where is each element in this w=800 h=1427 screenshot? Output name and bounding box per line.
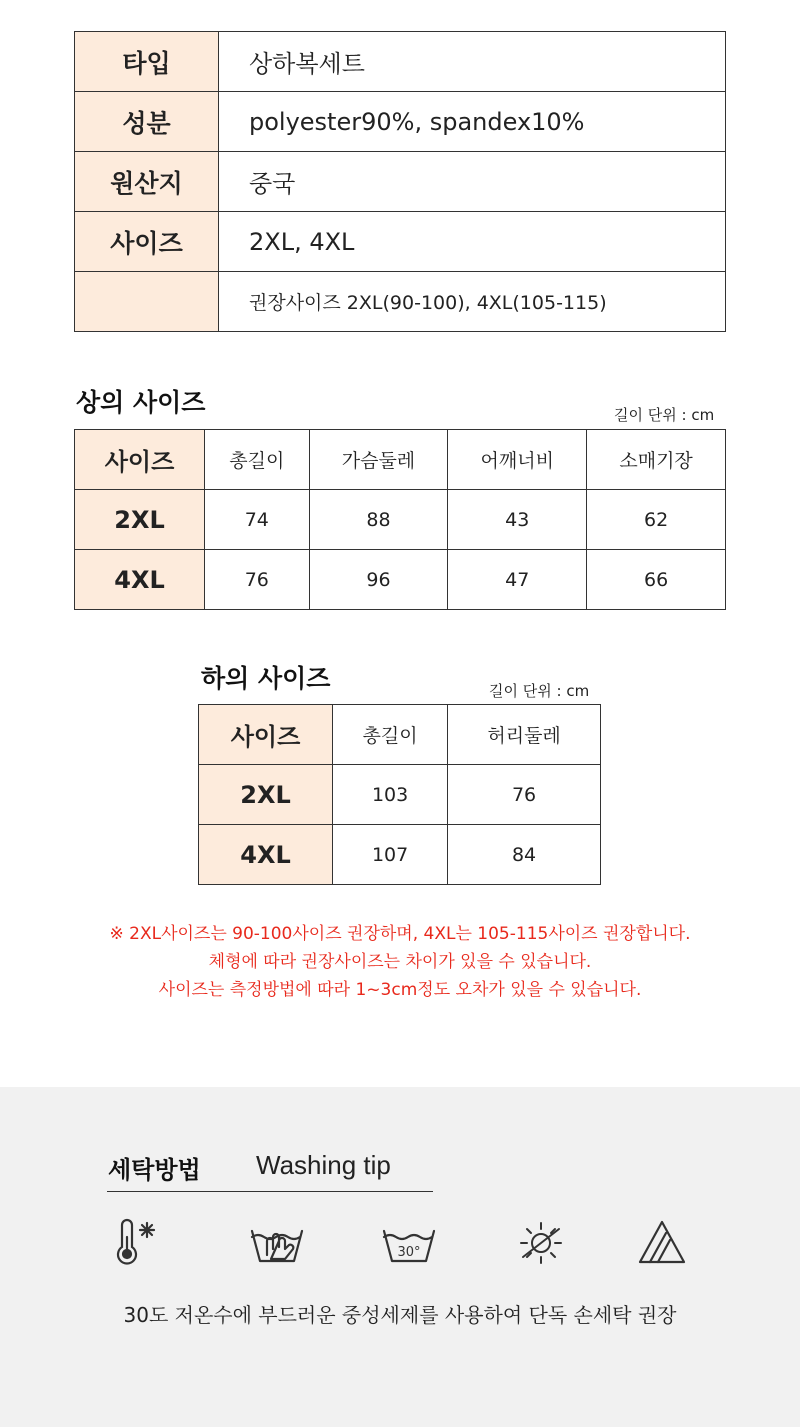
table-cell: 2XL <box>75 490 205 550</box>
table-cell: 4XL <box>199 825 333 885</box>
info-value: 2XL, 4XL <box>219 212 726 272</box>
bottom-size-table <box>198 704 601 885</box>
table-cell: 2XL <box>199 765 333 825</box>
table-cell: 76 <box>448 765 601 825</box>
info-label: 원산지 <box>75 152 219 212</box>
table-row <box>199 765 601 825</box>
product-info-table <box>74 31 726 332</box>
note-line: 체형에 따라 권장사이즈는 차이가 있을 수 있습니다. <box>208 952 592 972</box>
info-label <box>75 272 219 332</box>
table-header-cell: 소매기장 <box>587 430 726 490</box>
table-cell: 103 <box>333 765 448 825</box>
info-row-size <box>75 212 726 272</box>
wash-temp-label: 30° <box>397 1245 421 1260</box>
table-header-row <box>199 705 601 765</box>
info-row-material <box>75 92 726 152</box>
info-value: 중국 <box>219 152 726 212</box>
table-cell: 74 <box>205 490 310 550</box>
washing-description: 30도 저온수에 부드러운 중성세제를 사용하여 단독 손세탁 권장 <box>123 1303 677 1327</box>
top-size-table <box>74 429 726 610</box>
top-size-unit: 길이 단위 : cm <box>614 406 715 424</box>
note-line: ※ 2XL사이즈는 90-100사이즈 권장하며, 4XL는 105-115사이즈 권장합니다. <box>109 924 691 944</box>
info-value: polyester90%, spandex10% <box>219 92 726 152</box>
top-size-title: 상의 사이즈 <box>76 388 206 417</box>
table-cell: 4XL <box>75 550 205 610</box>
washing-section <box>0 1087 800 1427</box>
bottom-size-title: 하의 사이즈 <box>201 664 331 693</box>
table-cell: 66 <box>587 550 726 610</box>
table-header-cell: 사이즈 <box>75 430 205 490</box>
no-bleach-icon <box>636 1217 688 1269</box>
washing-title-en: Washing tip <box>256 1150 391 1180</box>
table-header-row <box>75 430 726 490</box>
table-cell: 88 <box>309 490 448 550</box>
hand-wash-icon <box>249 1217 301 1269</box>
table-header-cell: 가슴둘레 <box>309 430 448 490</box>
table-header-cell: 허리둘레 <box>448 705 601 765</box>
washing-title-ko: 세탁방법 <box>108 1156 201 1184</box>
info-label: 타입 <box>75 32 219 92</box>
table-cell: 84 <box>448 825 601 885</box>
table-cell: 62 <box>587 490 726 550</box>
info-row-origin <box>75 152 726 212</box>
info-value: 권장사이즈 2XL(90-100), 4XL(105-115) <box>219 272 726 332</box>
table-header-cell: 총길이 <box>205 430 310 490</box>
info-value: 상하복세트 <box>219 32 726 92</box>
table-cell: 76 <box>205 550 310 610</box>
cold-water-thermometer-icon <box>110 1217 162 1269</box>
table-row <box>75 490 726 550</box>
table-row <box>199 825 601 885</box>
info-row-type <box>75 32 726 92</box>
bottom-size-unit: 길이 단위 : cm <box>489 682 590 700</box>
no-sun-dry-icon <box>515 1217 567 1269</box>
info-label: 성분 <box>75 92 219 152</box>
table-cell: 107 <box>333 825 448 885</box>
info-row-recommended <box>75 272 726 332</box>
table-cell: 43 <box>448 490 587 550</box>
table-cell: 47 <box>448 550 587 610</box>
table-header-cell: 사이즈 <box>199 705 333 765</box>
size-notes <box>0 920 800 1004</box>
table-cell: 96 <box>309 550 448 610</box>
note-line: 사이즈는 측정방법에 따라 1~3cm정도 오차가 있을 수 있습니다. <box>158 980 642 1000</box>
table-row <box>75 550 726 610</box>
table-header-cell: 어깨너비 <box>448 430 587 490</box>
table-header-cell: 총길이 <box>333 705 448 765</box>
wash-30-icon <box>381 1217 433 1269</box>
washing-title-underline <box>107 1191 433 1192</box>
info-label: 사이즈 <box>75 212 219 272</box>
